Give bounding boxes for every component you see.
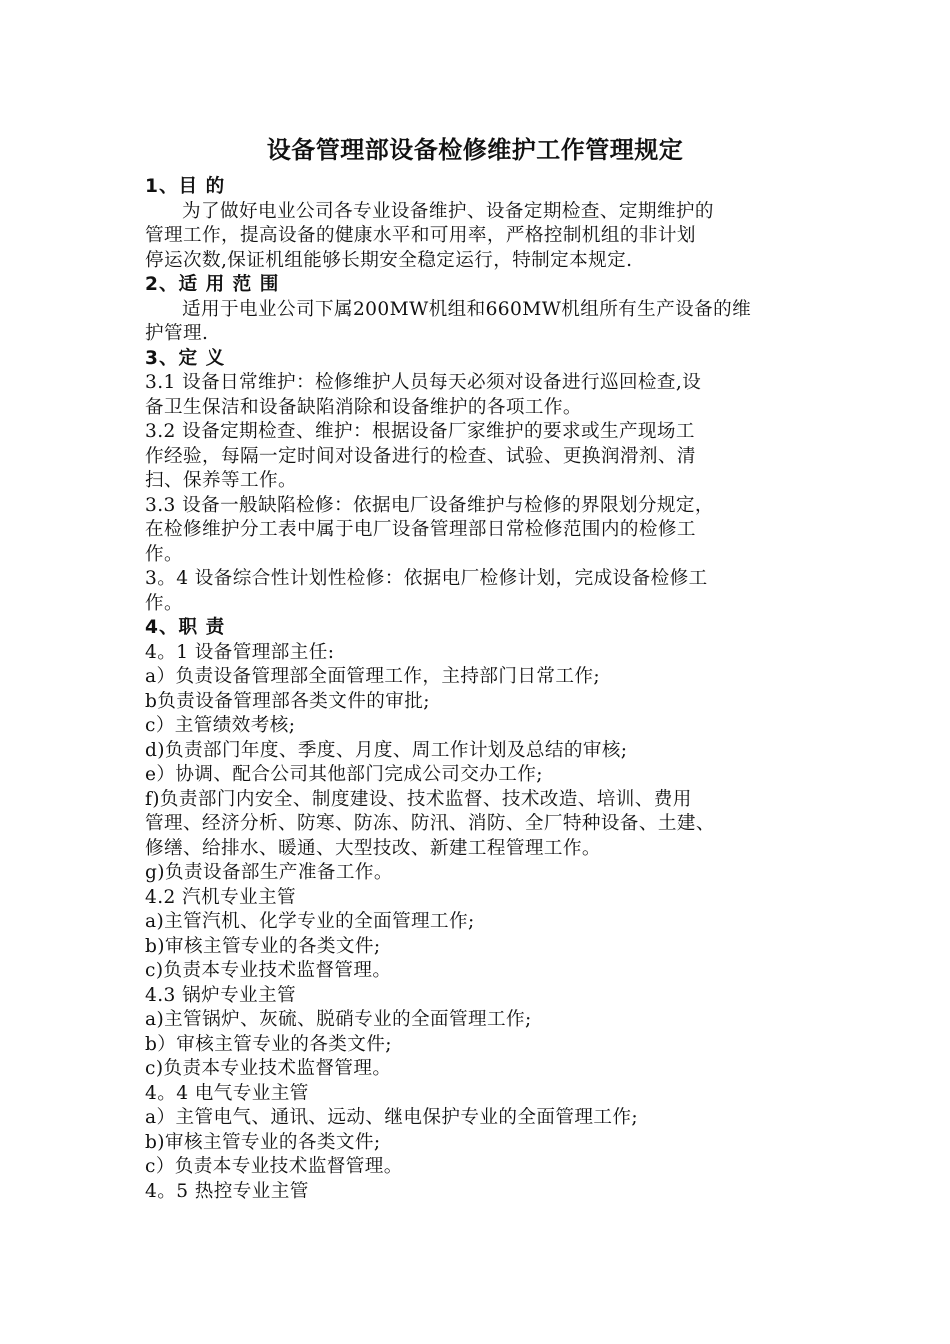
text-line: g)负责设备部生产准备工作。 — [145, 862, 393, 883]
text-line: 3.1 设备日常维护：检修维护人员每天必须对设备进行巡回检查,设 — [145, 372, 702, 393]
text-line: b）审核主管专业的各类文件; — [145, 1033, 392, 1055]
text-line: 管理、经济分析、防寒、防冻、防汛、消防、全厂特种设备、土建、 — [145, 813, 715, 834]
text-line: 适用于电业公司下属200MW机组和660MW机组所有生产设备的维 — [182, 298, 752, 320]
text-line: c)负责本专业技术监督管理。 — [145, 960, 392, 981]
text-line: d)负责部门年度、季度、月度、周工作计划及总结的审核; — [145, 739, 628, 761]
text-line: c）负责本专业技术监督管理。 — [145, 1156, 403, 1177]
text-line: 3.2 设备定期检查、维护：根据设备厂家维护的要求或生产现场工 — [145, 421, 695, 442]
section-heading: 3、定 义 — [145, 347, 226, 369]
text-line: a)主管汽机、化学专业的全面管理工作; — [145, 911, 475, 932]
text-line: e）协调、配合公司其他部门完成公司交办工作; — [145, 764, 543, 785]
section-heading: 2、适 用 范 围 — [145, 274, 280, 295]
text-line: 作。 — [145, 592, 183, 614]
text-line: f)负责部门内安全、制度建设、技术监督、技术改造、培训、费用 — [145, 788, 692, 810]
section-heading: 1、目 的 — [145, 176, 226, 197]
text-line: 4。1 设备管理部主任: — [145, 641, 335, 663]
text-line: 3.3 设备一般缺陷检修：依据电厂设备维护与检修的界限划分规定， — [145, 494, 714, 516]
text-line: 修缮、给排水、暖通、大型技改、新建工程管理工作。 — [145, 837, 601, 859]
text-line: 4。5 热控专业主管 — [145, 1180, 309, 1202]
section-heading: 4、职 责 — [145, 617, 226, 638]
text-line: a）负责设备管理部全面管理工作，主持部门日常工作; — [145, 666, 601, 687]
text-line: b)审核主管专业的各类文件; — [145, 935, 381, 957]
text-line: b)审核主管专业的各类文件; — [145, 1131, 381, 1153]
text-line: a)主管锅炉、灰硫、脱硝专业的全面管理工作; — [145, 1009, 532, 1030]
text-line: 作经验，每隔一定时间对设备进行的检查、试验、更换润滑剂、清 — [145, 445, 696, 467]
text-line: 3。4 设备综合性计划性检修：依据电厂检修计划，完成设备检修工 — [145, 568, 708, 589]
text-line: b负责设备管理部各类文件的审批; — [145, 690, 430, 712]
text-line: c)负责本专业技术监督管理。 — [145, 1058, 392, 1079]
text-line: 备卫生保洁和设备缺陷消除和设备维护的各项工作。 — [145, 396, 582, 418]
text-line: 为了做好电业公司各专业设备维护、设备定期检查、定期维护的 — [182, 200, 714, 222]
document-body — [145, 175, 825, 1204]
text-line: a）主管电气、通讯、远动、继电保护专业的全面管理工作; — [145, 1107, 638, 1128]
text-line: c）主管绩效考核; — [145, 715, 296, 736]
text-line: 作。 — [145, 543, 183, 565]
text-line: 4.3 锅炉专业主管 — [145, 984, 297, 1006]
text-line: 停运次数,保证机组能够长期安全稳定运行，特制定本规定. — [145, 249, 633, 271]
text-line: 管理工作，提高设备的健康水平和可用率，严格控制机组的非计划 — [145, 225, 696, 246]
text-line: 4。4 电气专业主管 — [145, 1082, 309, 1104]
text-line: 在检修维护分工表中属于电厂设备管理部日常检修范围内的检修工 — [145, 519, 696, 540]
document-title: 设备管理部设备检修维护工作管理规定 — [266, 136, 684, 164]
text-line: 扫、保养等工作。 — [145, 470, 297, 491]
text-line: 4.2 汽机专业主管 — [145, 886, 297, 908]
text-line: 护管理. — [145, 323, 209, 344]
